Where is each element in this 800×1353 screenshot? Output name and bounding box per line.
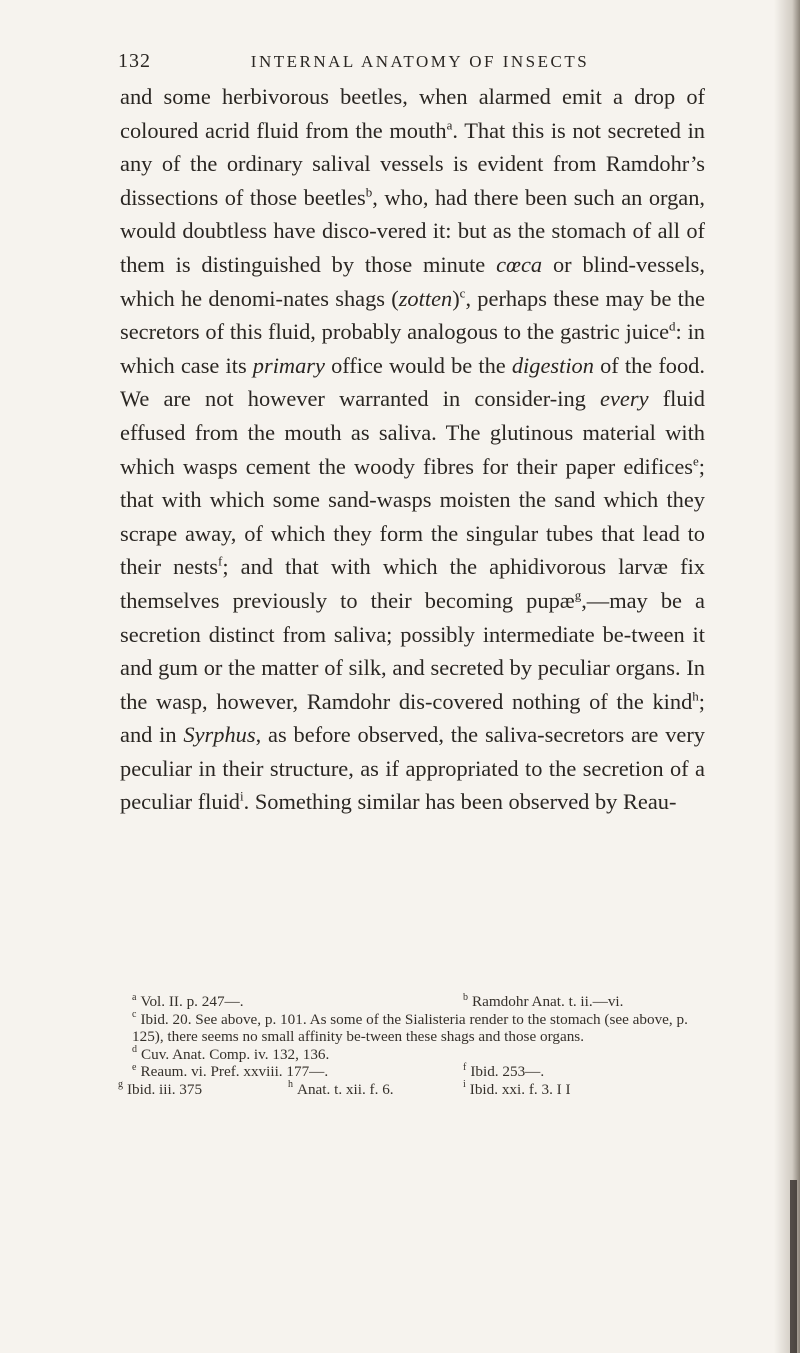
footnote-i: $^i$ Ibid. xxi. f. 3. I I xyxy=(463,1079,571,1098)
body-paragraph: and some herbivorous beetles, when alarmed emit a drop of coloured acrid fluid from the mouth$^a$. That this is not secreted in any of the ordinary salival vessels is evident from Ramdohr’s dissections of those beetles$^b$, who, had there been such an organ, would doubtless have disco-vered it: but as the stomach of all of them is distinguished by those minute cœca or blind-vessels, which he denomi-nates shags (zotten)$^c$, perhaps these may be the secretors of this fluid, probably analogous to the gastric juice$^d$: in which case its primary office would be the digestion of the food. We are not however warranted in consider-ing every fluid effused from the mouth as saliva. The glutinous material with which wasps cement the woody fibres for their paper edifices$^e$; that with which some sand-wasps moisten the sand which they scrape away, of which they form the singular tubes that lead to their nests$^f$; and that with which the aphidivorous larvæ fix themselves previously to their becoming pupæ$^g$,—may be a secretion distinct from saliva; possibly intermediate be-tween it and gum or the matter of silk, and secreted by peculiar organs. In the wasp, however, Ramdohr dis-covered nothing of the kind$^h$; and in Syrphus, as before observed, the saliva-secretors are very peculiar in their structure, as if appropriated to the secretion of a peculiar fluid$^i$. Something similar has been observed by Reau- xyxy=(120,84,706,815)
footnote-row xyxy=(118,1063,716,1081)
running-title: INTERNAL ANATOMY OF INSECTS xyxy=(250,52,590,71)
page-edge-shadow xyxy=(774,0,800,1353)
footnote-h: $^h$ Anat. t. xii. f. 6. xyxy=(288,1079,394,1098)
page-number: 132 xyxy=(118,50,151,72)
page-edge-binding xyxy=(790,1180,797,1353)
footnote-c: $^c$ Ibid. 20. See above, p. 101. As some of the Sialisteria render to the stomach (see above, p. 125), there seems no small affinity be-tween these shags and those organs. xyxy=(132,1009,688,1045)
footnote-row xyxy=(118,1046,716,1064)
footnote-f: $^f$ Ibid. 253—. xyxy=(463,1061,545,1080)
footnote-g: $^g$ Ibid. iii. 375 xyxy=(118,1079,203,1098)
footnote-d: $^d$ Cuv. Anat. Comp. iv. 132, 136. xyxy=(132,1044,330,1063)
footnote-row xyxy=(118,993,716,1011)
footnote-row xyxy=(118,1081,716,1099)
footnotes xyxy=(118,993,716,1098)
page-header xyxy=(118,50,718,80)
footnote-a: $^a$ Vol. II. p. 247—. xyxy=(132,991,244,1010)
footnote-b: $^b$ Ramdohr Anat. t. ii.—vi. xyxy=(463,991,624,1010)
footnote-e: $^e$ Reaum. vi. Pref. xxviii. 177—. xyxy=(132,1061,329,1080)
body-text xyxy=(120,80,705,819)
